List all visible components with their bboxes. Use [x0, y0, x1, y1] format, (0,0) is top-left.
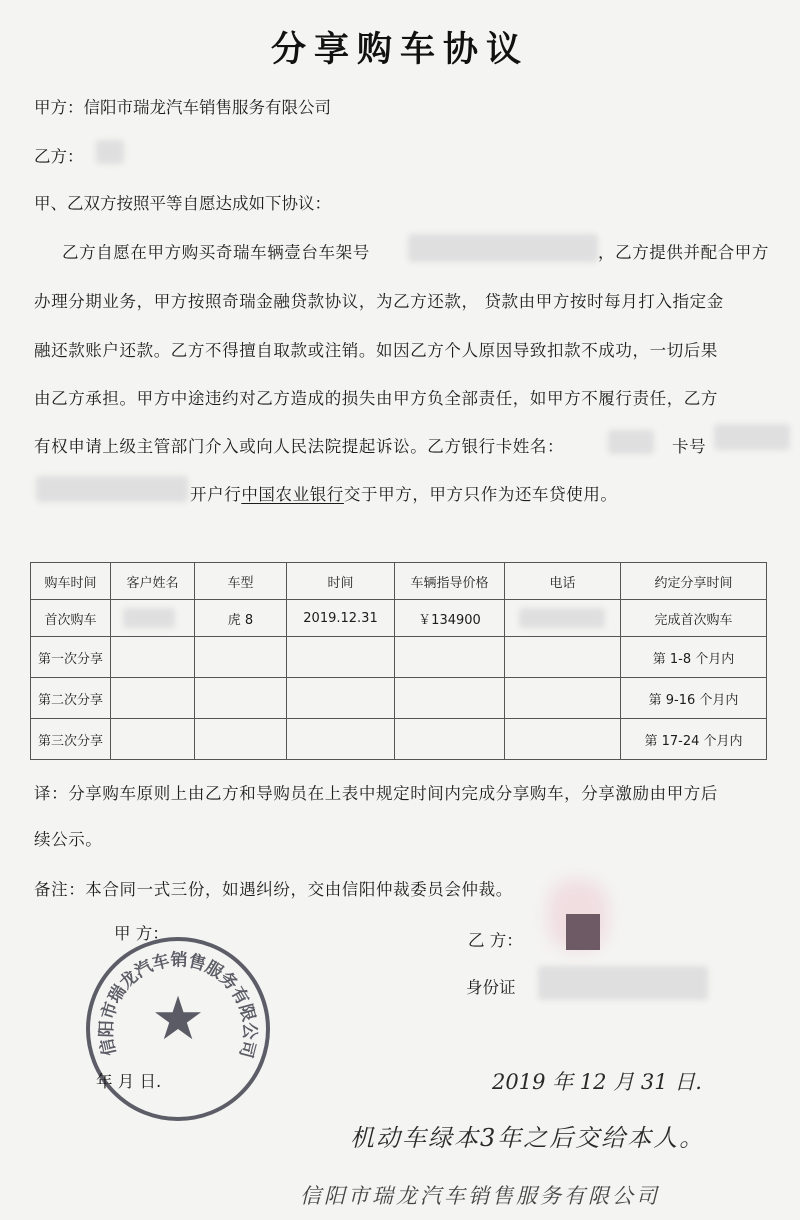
table-cell: 完成首次购车 [621, 600, 767, 637]
table-header-cell: 时间 [287, 563, 395, 600]
paragraph-line-1a: 乙方自愿在甲方购买奇瑞车辆壹台车架号 [62, 243, 370, 262]
paragraph-line-4: 由乙方承担。甲方中途违约对乙方造成的损失由甲方负全部责任，如甲方不履行责任，乙方 [34, 389, 718, 408]
table-cell [287, 637, 395, 678]
redacted-signature-block [566, 914, 600, 950]
table-cell-redacted [111, 600, 195, 637]
share-table [30, 562, 767, 760]
table-cell [505, 719, 621, 760]
table-cell [111, 678, 195, 719]
intro-line: 甲、乙双方按照平等自愿达成如下协议： [34, 194, 331, 213]
table-header-row [31, 563, 767, 600]
redacted-name [96, 140, 124, 164]
table-row [31, 600, 767, 637]
table-cell [505, 678, 621, 719]
table-cell: 2019.12.31 [287, 600, 395, 637]
table-row [31, 719, 767, 760]
table-cell [195, 678, 287, 719]
document-title: 分享购车协议 [270, 29, 529, 70]
note-translation-2: 续公示。 [34, 830, 103, 849]
date-left: 年 月 日. [96, 1072, 162, 1091]
table-header-cell: 客户姓名 [111, 563, 195, 600]
handwritten-signature: 信阳市瑞龙汽车销售服务有限公司 [300, 1184, 660, 1208]
table-header-cell: 约定分享时间 [621, 563, 767, 600]
table-cell: 第 1-8 个月内 [621, 637, 767, 678]
bank-line [190, 481, 618, 505]
redacted-card-number-1 [714, 424, 790, 450]
table-header-cell: 电话 [505, 563, 621, 600]
paragraph-line-5: 有权申请上级主管部门介入或向人民法院提起诉讼。乙方银行卡姓名： [34, 437, 565, 456]
redacted-card-name [608, 430, 654, 454]
table-cell: 首次购车 [31, 600, 111, 637]
sign-party-b-label: 乙 方： [468, 931, 523, 950]
table-cell: 第二次分享 [31, 678, 111, 719]
table-cell: 第三次分享 [31, 719, 111, 760]
table-cell [287, 719, 395, 760]
table-cell [195, 637, 287, 678]
bank-line-post: 交于甲方，甲方只作为还车贷使用。 [343, 485, 618, 504]
table-cell [195, 719, 287, 760]
redacted-phone [519, 608, 605, 628]
table-cell: 第 17-24 个月内 [621, 719, 767, 760]
note-translation-1: 译：分享购车原则上由乙方和导购员在上表中规定时间内完成分享购车，分享激励由甲方后 [34, 784, 718, 803]
table-cell [505, 637, 621, 678]
table-cell [395, 637, 505, 678]
bank-line-pre: 开户行 [190, 485, 242, 504]
table-header-cell: 购车时间 [31, 563, 111, 600]
id-card-label: 身份证 [466, 978, 516, 997]
table-cell [395, 719, 505, 760]
table-cell [111, 719, 195, 760]
company-seal [86, 937, 270, 1121]
note-remark: 备注：本合同一式三份，如遇纠纷，交由信阳仲裁委员会仲裁。 [34, 880, 513, 899]
table-header-cell: 车型 [195, 563, 287, 600]
paragraph-line-1b: ，乙方提供并配合甲方 [598, 243, 769, 262]
table-cell: ￥134900 [395, 600, 505, 637]
table-cell: 第 9-16 个月内 [621, 678, 767, 719]
star-icon: ★ [151, 984, 205, 1054]
redacted-id-number [538, 966, 708, 1000]
table-cell [287, 678, 395, 719]
redacted-card-number-2 [36, 476, 188, 502]
table-row [31, 637, 767, 678]
table-cell: 虎 8 [195, 600, 287, 637]
bank-name: 中国农业银行 [241, 485, 344, 504]
table-row [31, 678, 767, 719]
handwritten-date: 2019 年 12 月 31 日. [492, 1070, 702, 1094]
party-a-line: 甲方：信阳市瑞龙汽车销售服务有限公司 [34, 98, 331, 117]
table-cell-redacted [505, 600, 621, 637]
table-cell: 第一次分享 [31, 637, 111, 678]
table-cell [111, 637, 195, 678]
redacted-customer-name [123, 608, 175, 628]
sign-party-a-label: 甲 方： [114, 924, 169, 943]
paragraph-line-2: 办理分期业务，甲方按照奇瑞金融贷款协议，为乙方还款， 贷款由甲方按时每月打入指定金 [34, 292, 724, 311]
redacted-vin [408, 234, 598, 262]
card-number-label: 卡号 [672, 437, 707, 456]
svg-text:信阳市瑞龙汽车销售服务有限公司: 信阳市瑞龙汽车销售服务有限公司 [96, 950, 260, 1060]
paragraph-line-3: 融还款账户还款。乙方不得擅自取款或注销。如因乙方个人原因导致扣款不成功，一切后果 [34, 341, 718, 360]
table-header-cell: 车辆指导价格 [395, 563, 505, 600]
handwritten-note: 机动车绿本3年之后交给本人。 [350, 1124, 706, 1152]
party-b-line: 乙方： [34, 147, 84, 166]
table-cell [395, 678, 505, 719]
